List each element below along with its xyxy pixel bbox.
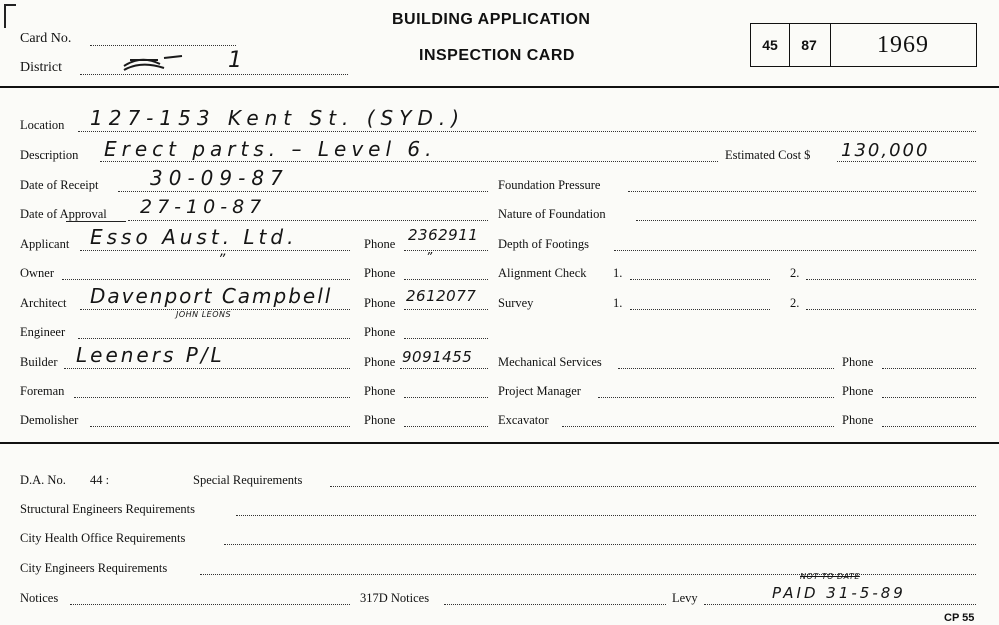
mechanical-services-phone-label: Phone bbox=[842, 355, 874, 369]
city-engineers-requirements-label: City Engineers Requirements bbox=[20, 561, 168, 575]
demolisher-phone-label: Phone bbox=[364, 413, 396, 427]
middle-rule bbox=[0, 442, 999, 444]
foreman-line bbox=[74, 397, 350, 398]
foundation-pressure-line bbox=[628, 191, 976, 192]
mechanical-services-phone-line bbox=[882, 368, 976, 369]
levy-struck-note: NOT TO DATE bbox=[800, 572, 860, 581]
demolisher-label: Demolisher bbox=[20, 413, 79, 427]
architect-note: JOHN LEONS bbox=[176, 310, 232, 319]
notices-line bbox=[70, 604, 350, 605]
excavator-label: Excavator bbox=[498, 413, 549, 427]
date-of-receipt-label: Date of Receipt bbox=[20, 178, 99, 192]
builder-value: Leeners P/L bbox=[76, 343, 225, 367]
structural-requirements-line bbox=[236, 515, 976, 516]
builder-label: Builder bbox=[20, 355, 58, 369]
applicant-phone-label: Phone bbox=[364, 237, 396, 251]
estimated-cost-value: 130,000 bbox=[841, 140, 930, 161]
card-no-label: Card No. bbox=[20, 31, 72, 46]
owner-line bbox=[62, 279, 350, 280]
architect-phone-value: 2612077 bbox=[406, 287, 477, 305]
title-line-1: BUILDING APPLICATION bbox=[392, 11, 591, 28]
mechanical-services-line bbox=[618, 368, 834, 369]
applicant-value: Esso Aust. Ltd. bbox=[90, 225, 298, 249]
foundation-pressure-label: Foundation Pressure bbox=[498, 178, 601, 192]
excavator-phone-line bbox=[882, 426, 976, 427]
engineer-label: Engineer bbox=[20, 325, 66, 339]
builder-phone-line bbox=[400, 368, 488, 369]
architect-phone-label: Phone bbox=[364, 296, 396, 310]
alignment-check-label: Alignment Check bbox=[498, 266, 587, 280]
engineer-phone-line bbox=[404, 338, 488, 339]
special-requirements-label: Special Requirements bbox=[193, 473, 303, 487]
builder-line bbox=[64, 368, 350, 369]
date-of-receipt-value: 30-09-87 bbox=[150, 166, 289, 190]
structural-requirements-label: Structural Engineers Requirements bbox=[20, 502, 195, 516]
corner-mark bbox=[4, 4, 16, 28]
excavator-phone-label: Phone bbox=[842, 413, 874, 427]
notices-317d-line bbox=[444, 604, 666, 605]
location-line bbox=[78, 131, 976, 132]
da-no-label: D.A. No. bbox=[20, 473, 66, 487]
health-requirements-label: City Health Office Requirements bbox=[20, 531, 186, 545]
owner-phone-line bbox=[404, 279, 488, 280]
owner-value: ” bbox=[218, 252, 226, 268]
description-value: Erect parts. – Level 6. bbox=[104, 137, 437, 161]
form-code: CP 55 bbox=[944, 612, 975, 624]
date-of-approval-value: 27-10-87 bbox=[140, 196, 267, 218]
project-manager-phone-label: Phone bbox=[842, 384, 874, 398]
da-no-value: 44 : bbox=[90, 473, 110, 487]
alignment-check-line-1 bbox=[630, 279, 770, 280]
title-line-2: INSPECTION CARD bbox=[419, 47, 575, 64]
district-value: 1 bbox=[228, 48, 244, 73]
alignment-check-line-2 bbox=[806, 279, 976, 280]
notices-label: Notices bbox=[20, 591, 59, 605]
alignment-check-2: 2. bbox=[790, 266, 800, 280]
location-value: 127-153 Kent St. (SYD.) bbox=[90, 106, 466, 130]
location-label: Location bbox=[20, 118, 65, 132]
approval-underline bbox=[66, 221, 126, 222]
date-of-approval-line bbox=[128, 220, 488, 221]
survey-line-2 bbox=[806, 309, 976, 310]
levy-label: Levy bbox=[672, 591, 698, 605]
applicant-phone-value: 2362911 bbox=[408, 226, 479, 244]
nature-of-foundation-label: Nature of Foundation bbox=[498, 207, 606, 221]
levy-value: PAID 31-5-89 bbox=[772, 584, 906, 602]
project-manager-phone-line bbox=[882, 397, 976, 398]
special-requirements-line bbox=[330, 486, 976, 487]
description-line bbox=[100, 161, 718, 162]
foreman-label: Foreman bbox=[20, 384, 65, 398]
engineer-phone-label: Phone bbox=[364, 325, 396, 339]
applicant-label: Applicant bbox=[20, 237, 70, 251]
health-requirements-line bbox=[224, 544, 976, 545]
applicant-line bbox=[80, 250, 350, 251]
number-box-3: 1969 bbox=[830, 23, 977, 67]
excavator-line bbox=[562, 426, 834, 427]
nature-of-foundation-line bbox=[636, 220, 976, 221]
levy-line bbox=[704, 604, 976, 605]
architect-label: Architect bbox=[20, 296, 67, 310]
architect-phone-line bbox=[404, 309, 488, 310]
survey-1: 1. bbox=[613, 296, 623, 310]
survey-line-1 bbox=[630, 309, 770, 310]
header-rule bbox=[0, 86, 999, 88]
foreman-phone-line bbox=[404, 397, 488, 398]
district-scribble-mark bbox=[118, 52, 188, 76]
description-label: Description bbox=[20, 148, 79, 162]
date-of-receipt-line bbox=[118, 191, 488, 192]
mechanical-services-label: Mechanical Services bbox=[498, 355, 602, 369]
demolisher-phone-line bbox=[404, 426, 488, 427]
estimated-cost-label: Estimated Cost $ bbox=[725, 148, 811, 162]
card-no-line bbox=[90, 45, 236, 46]
builder-phone-label: Phone bbox=[364, 355, 396, 369]
date-of-approval-label: Date of Approval bbox=[20, 207, 107, 221]
owner-label: Owner bbox=[20, 266, 55, 280]
architect-value: Davenport Campbell bbox=[90, 284, 333, 308]
depth-of-footings-label: Depth of Footings bbox=[498, 237, 589, 251]
builder-phone-value: 9091455 bbox=[402, 348, 473, 366]
project-manager-label: Project Manager bbox=[498, 384, 581, 398]
survey-2: 2. bbox=[790, 296, 800, 310]
demolisher-line bbox=[90, 426, 350, 427]
alignment-check-1: 1. bbox=[613, 266, 623, 280]
applicant-phone-line bbox=[404, 250, 488, 251]
depth-of-footings-line bbox=[614, 250, 976, 251]
notices-317d-label: 317D Notices bbox=[360, 591, 430, 605]
project-manager-line bbox=[598, 397, 834, 398]
number-box-2: 87 bbox=[788, 23, 831, 67]
number-box-1: 45 bbox=[750, 23, 790, 67]
foreman-phone-label: Phone bbox=[364, 384, 396, 398]
survey-label: Survey bbox=[498, 296, 534, 310]
district-label: District bbox=[20, 60, 62, 75]
owner-phone-value: ” bbox=[426, 250, 433, 264]
engineer-line bbox=[78, 338, 350, 339]
estimated-cost-line bbox=[837, 161, 976, 162]
owner-phone-label: Phone bbox=[364, 266, 396, 280]
